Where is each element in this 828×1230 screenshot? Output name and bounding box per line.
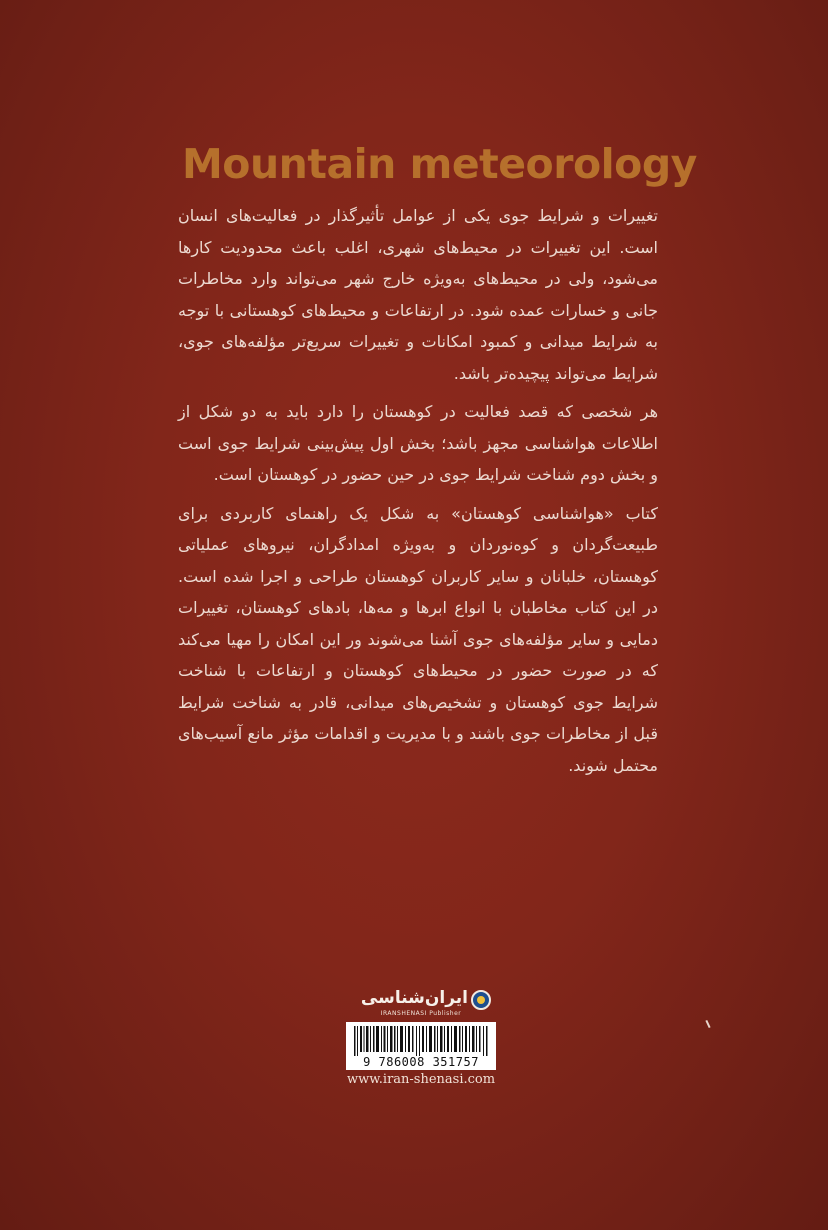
publisher-sub-label: IRANSHENASI Publisher xyxy=(380,1010,462,1017)
blurb-paragraph: تغییرات و شرایط جوی یکی از عوامل تأثیرگذار در فعالیت‌های انسان است. این تغییرات در محیط‌های شهری، اغلب باعث محدودیت کارها می‌شود، ولی در محیط‌های به‌ویژه خارج شهر می‌تواند وارد مخاطرات جانی و خسارات عمده شود. در ارتفاعات و محیط‌های کوهستانی با توجه به شرایط میدانی و کمبود امکانات و تغییرات سریع‌تر مؤلفه‌های جوی، شرایط می‌تواند پیچیده‌تر باشد. xyxy=(178,206,658,383)
blurb-text xyxy=(178,200,658,788)
blurb-paragraph: هر شخصی که قصد فعالیت در کوهستان را دارد باید به دو شکل از اطلاعات هواشناسی مجهز باشد؛ بخش اول پیش‌بینی شرایط جوی است و بخش دوم شناخت شرایط جوی در حین حضور در کوهستان است. xyxy=(178,402,658,484)
print-mark xyxy=(705,1020,710,1028)
cover-title: Mountain meteorology xyxy=(182,140,697,188)
isbn-barcode xyxy=(346,1022,496,1070)
publisher-emblem-icon xyxy=(471,990,491,1010)
isbn-digits: 9 786008 351757 xyxy=(363,1055,479,1069)
publisher-website: www.iran-shenasi.com xyxy=(346,1072,496,1087)
publisher-logo xyxy=(346,988,496,1018)
publisher-name: ایران‌شناسی xyxy=(360,988,468,1008)
barcode-bars-icon xyxy=(352,1026,490,1056)
blurb-paragraph: کتاب «هواشناسی کوهستان» به شکل یک راهنمای کاربردی برای طبیعت‌گردان و کوه‌نوردان و به‌ویژه امدادگران، نیروهای عملیاتی کوهستان، خلبانان و سایر کاربران کوهستان طراحی و اجرا شده است. در این کتاب مخاطبان با انواع ابرها و مه‌ها، بادهای کوهستان، تغییرات دمایی و سایر مؤلفه‌های جوی آشنا می‌شوند ور این امکان را مهیا می‌کند که در صورت حضور در محیط‌های کوهستان و ارتفاعات با شناخت شرایط جوی کوهستان و تشخیص‌های میدانی، قادر به شناخت شرایط قبل از مخاطرات جوی باشند و با مدیریت و اقدامات مؤثر مانع آسیب‌های محتمل شوند. xyxy=(178,503,658,775)
